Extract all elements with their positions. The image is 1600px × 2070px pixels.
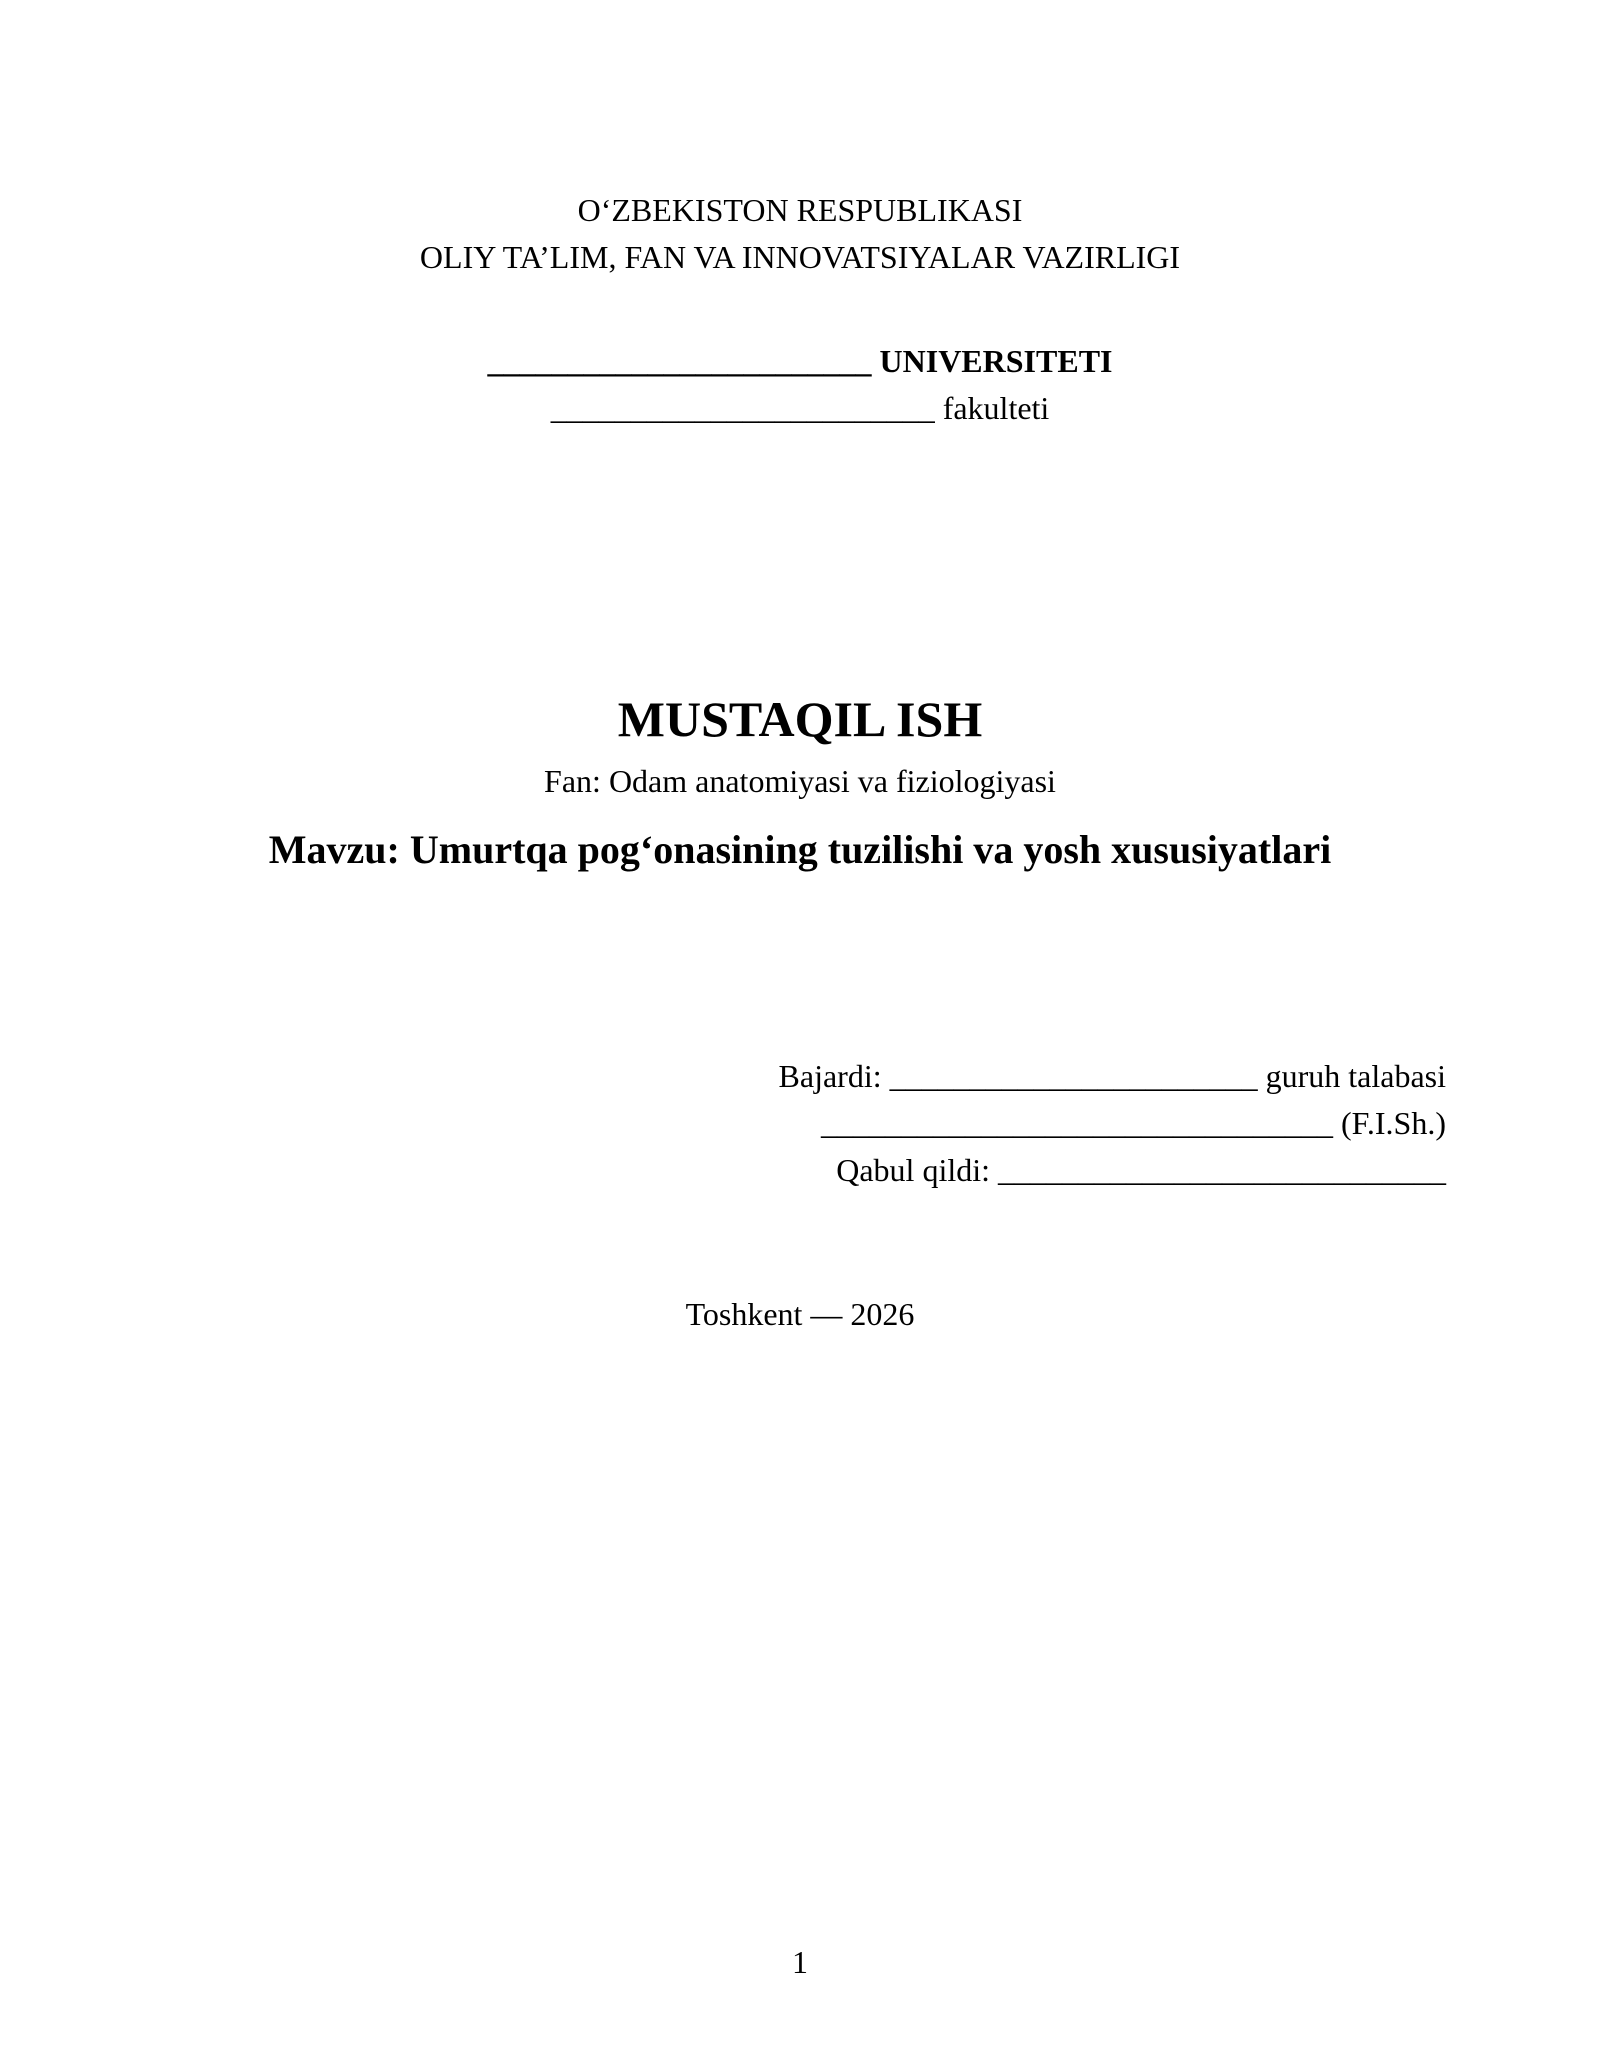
topic-line: Mavzu: Umurtqa pog‘onasining tuzilishi va yosh xususiyatlari xyxy=(268,827,1332,872)
performed-by-line: Bajardi: _______________________ guruh talabasi xyxy=(778,1058,1446,1094)
country-heading: O‘ZBEKISTON RESPUBLIKASI xyxy=(577,192,1023,228)
full-name-line: ________________________________ (F.I.Sh.) xyxy=(821,1105,1446,1141)
subject-line: Fan: Odam anatomiyasi va fiziologiyasi xyxy=(544,763,1056,799)
document-title: MUSTAQIL ISH xyxy=(617,691,983,747)
ministry-heading: OLIY TA’LIM, FAN VA INNOVATSIYALAR VAZIRLIGI xyxy=(419,239,1181,275)
faculty-line: ________________________ fakulteti xyxy=(550,390,1050,426)
page-number: 1 xyxy=(792,1944,808,1980)
accepted-by-line: Qabul qildi: ____________________________ xyxy=(836,1152,1446,1188)
city-year: Toshkent — 2026 xyxy=(685,1296,915,1332)
university-line: ________________________ UNIVERSITETI xyxy=(487,343,1113,379)
